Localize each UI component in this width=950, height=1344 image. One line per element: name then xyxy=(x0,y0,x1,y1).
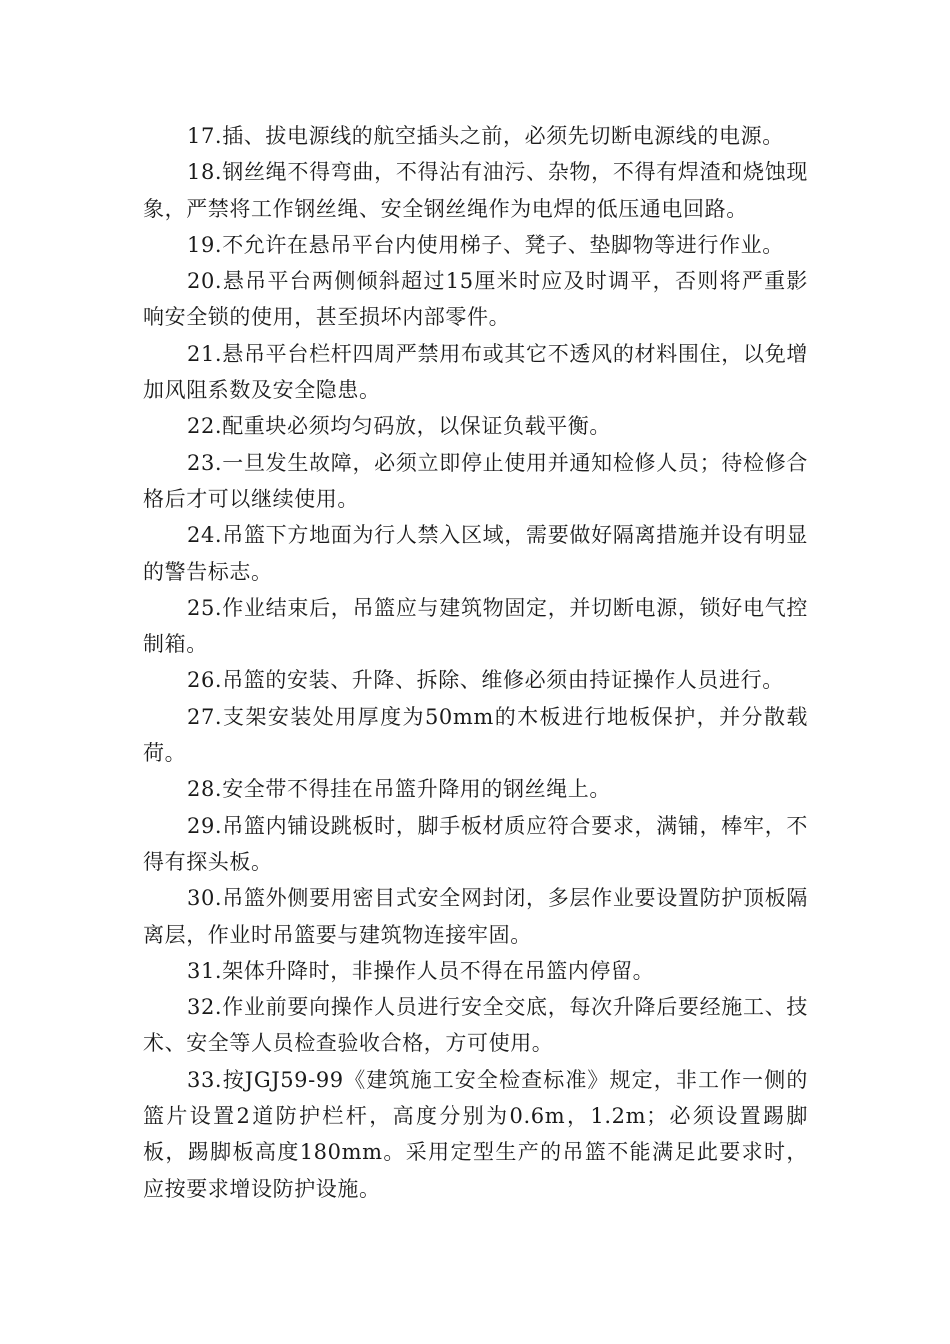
paragraph-23: 23.一旦发生故障，必须立即停止使用并通知检修人员；待检修合格后才可以继续使用。 xyxy=(143,450,808,511)
document-body xyxy=(143,118,808,1207)
paragraph-28: 28.安全带不得挂在吊篮升降用的钢丝绳上。 xyxy=(187,777,611,802)
paragraph-31: 31.架体升降时，非操作人员不得在吊篮内停留。 xyxy=(187,958,655,983)
paragraph-22: 22.配重块必须均匀码放，以保证负载平衡。 xyxy=(187,414,611,439)
paragraph-32: 32.作业前要向操作人员进行安全交底，每次升降后要经施工、技术、安全等人员检查验收合格，方可使用。 xyxy=(143,995,808,1056)
paragraph-29: 29.吊篮内铺设跳板时，脚手板材质应符合要求，满铺，棒牢，不得有探头板。 xyxy=(143,813,808,874)
paragraph-18: 18.钢丝绳不得弯曲，不得沾有油污、杂物，不得有焊渣和烧蚀现象，严禁将工作钢丝绳、安全钢丝绳作为电焊的低压通电回路。 xyxy=(143,160,808,221)
paragraph-26: 26.吊篮的安装、升降、拆除、维修必须由持证操作人员进行。 xyxy=(187,668,784,693)
paragraph-20: 20.悬吊平台两侧倾斜超过15厘米时应及时调平，否则将严重影响安全锁的使用，甚至损坏内部零件。 xyxy=(143,269,808,330)
paragraph-24: 24.吊篮下方地面为行人禁入区域，需要做好隔离措施并设有明显的警告标志。 xyxy=(143,523,808,584)
paragraph-27: 27.支架安装处用厚度为50mm的木板进行地板保护，并分散载荷。 xyxy=(143,704,808,766)
paragraph-19: 19.不允许在悬吊平台内使用梯子、凳子、垫脚物等进行作业。 xyxy=(187,232,784,257)
paragraph-25: 25.作业结束后，吊篮应与建筑物固定，并切断电源，锁好电气控制箱。 xyxy=(143,595,808,657)
paragraph-21: 21.悬吊平台栏杆四周严禁用布或其它不透风的材料围住，以免增加风阻系数及安全隐患。 xyxy=(143,341,808,403)
paragraph-33: 33.按JGJ59-99《建筑施工安全检查标准》规定，非工作一侧的篮片设置2道防护栏杆，高度分别为0.6m，1.2m；必须设置踢脚板，踢脚板高度180mm。采用定型生产的吊篮不能满足此要求时，应按要求增设防护设施。 xyxy=(143,1067,808,1201)
paragraph-17: 17.插、拔电源线的航空插头之前，必须先切断电源线的电源。 xyxy=(187,124,784,148)
paragraph-30: 30.吊篮外侧要用密目式安全网封闭，多层作业要设置防护顶板隔离层，作业时吊篮要与建筑物连接牢固。 xyxy=(143,886,808,947)
